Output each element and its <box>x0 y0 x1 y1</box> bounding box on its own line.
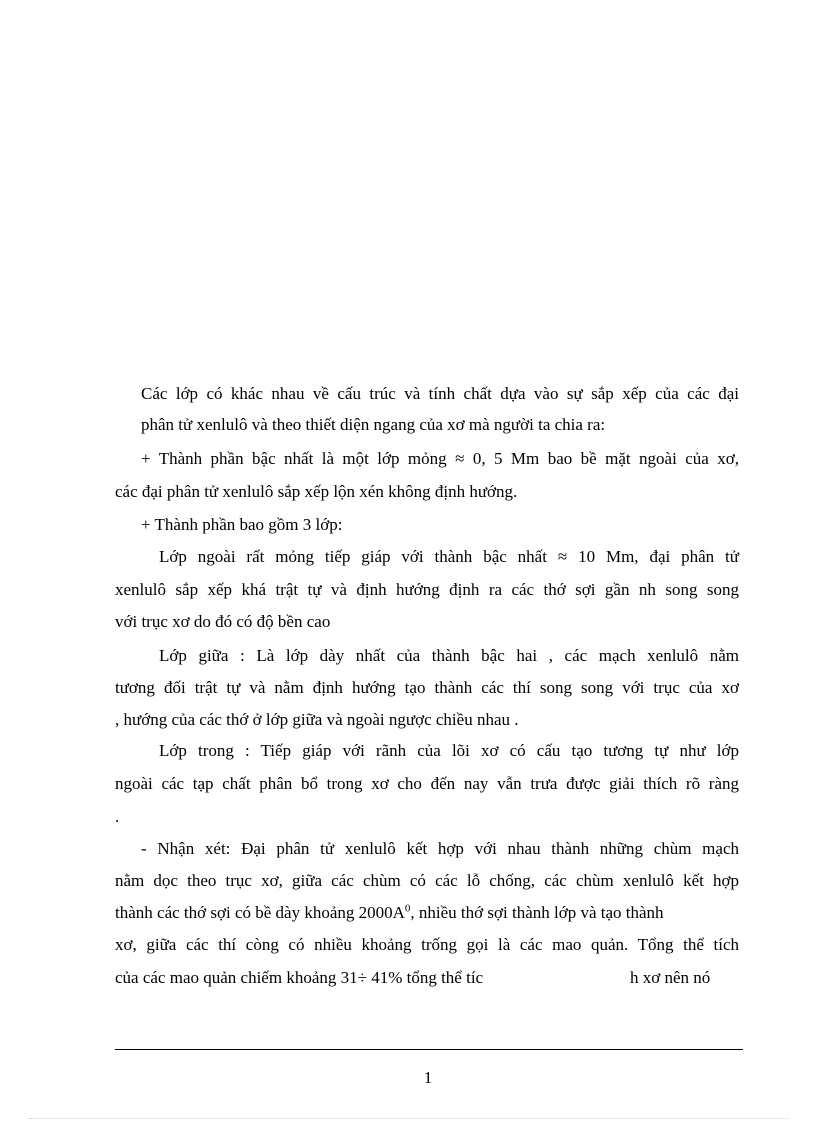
line-5: + Thành phần bao gồm 3 lớp: <box>141 515 343 534</box>
line-9: Lớp giữa : Là lớp dày nhất của thành bậc hai , các mạch xenlulô nằm <box>159 646 739 665</box>
line-4: các đại phân tử xenlulô sắp xếp lộn xén không định hướng. <box>115 482 518 501</box>
line-7: xenlulô sắp xếp khá trật tự và định hướng định ra các thớ sợi gần nh song song <box>115 580 739 599</box>
line-14: . <box>115 807 120 826</box>
line-3: + Thành phần bậc nhất là một lớp mỏng ≈ 0, 5 Mm bao bề mặt ngoài của xơ, <box>141 449 739 468</box>
line-13: ngoài các tạp chất phân bổ trong xơ cho đến nay vẫn trưa được giải thích rõ ràng <box>115 774 739 793</box>
line-11: , hướng của các thớ ở lớp giữa và ngoài ngược chiều nhau . <box>115 710 519 729</box>
page-number: 1 <box>423 1068 433 1087</box>
line-17-text-cont: , nhiều thớ sợi thành lớp và tạo thành <box>410 903 664 922</box>
line-19b: h xơ nên nó <box>630 968 711 987</box>
line-6: Lớp ngoài rất mỏng tiếp giáp với thành bậc nhất ≈ 10 Mm, đại phân tử <box>159 547 739 566</box>
line-15: - Nhận xét: Đại phân tử xenlulô kết hợp với nhau thành những chùm mạch <box>141 839 739 858</box>
footer-rule <box>115 1049 743 1050</box>
line-2: phân tử xenlulô và theo thiết diện ngang của xơ mà người ta chia ra: <box>141 415 606 434</box>
line-18: xơ, giữa các thí còng có nhiều khoảng trống gọi là các mao quản. Tổng thể tích <box>115 935 739 954</box>
line-19a: của các mao quản chiếm khoảng 31÷ 41% tổng thể tíc <box>115 968 484 987</box>
line-10: tương đối trật tự và nằm định hướng tạo thành các thí song song với trục của xơ <box>115 678 739 697</box>
line-16: nằm dọc theo trục xơ, giữa các chùm có các lỗ chống, các chùm xenlulô kết hợp <box>115 871 739 890</box>
line-8: với trục xơ do đó có độ bền cao <box>115 612 331 631</box>
line-12: Lớp trong : Tiếp giáp với rãnh của lõi xơ có cấu tạo tương tự như lớp <box>159 741 739 760</box>
page-edge-dots <box>28 1118 788 1119</box>
line-17-text: thành các thớ sợi có bề dày khoảng 2000A <box>115 903 405 922</box>
line-1: Các lớp có khác nhau về cấu trúc và tính chất dựa vào sự sắp xếp của các đại <box>141 384 739 403</box>
line-17 <box>115 902 664 924</box>
superscript-zero: 0 <box>404 902 411 915</box>
